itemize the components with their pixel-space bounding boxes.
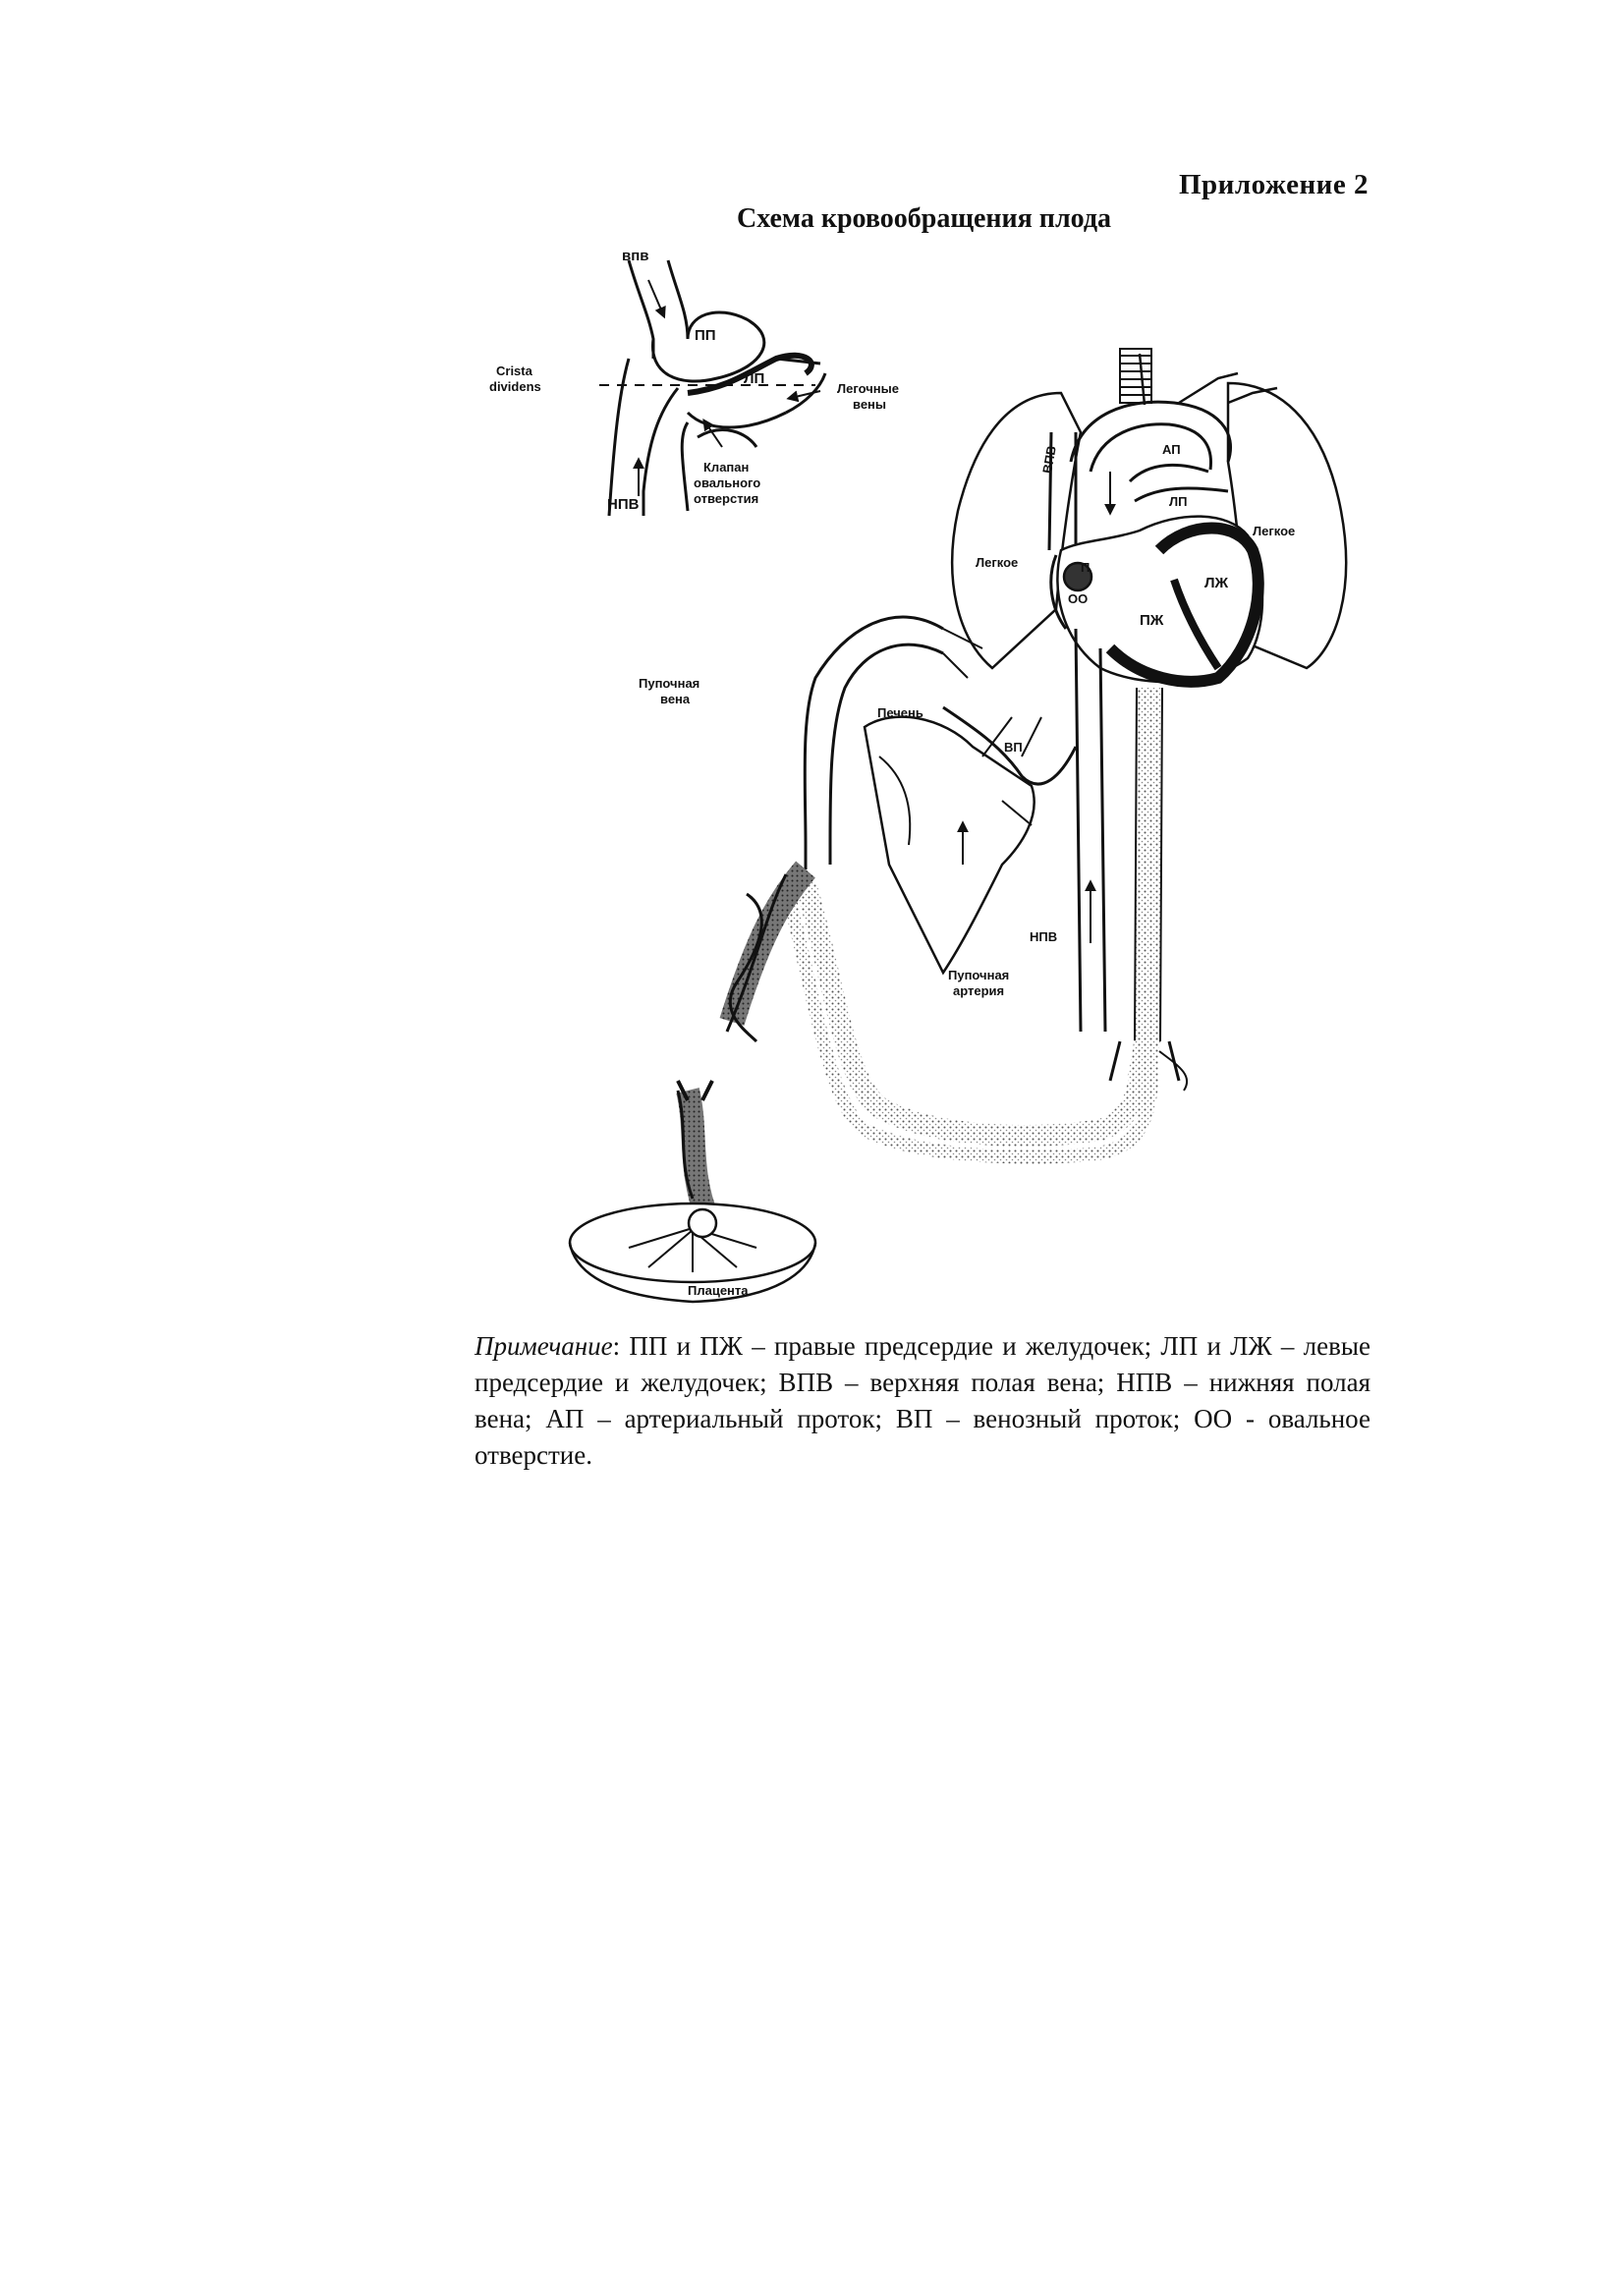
inset-label-valve-2: овального — [694, 476, 761, 490]
label-ap: АП — [1162, 442, 1181, 457]
label-umbilical-vein-1: Пупочная — [639, 676, 700, 691]
inset-label-vpv: впв — [622, 248, 649, 264]
label-pp: П — [1081, 560, 1091, 575]
label-vp: ВП — [1004, 740, 1023, 755]
label-placenta: Плацента — [688, 1283, 749, 1298]
liver — [865, 717, 1035, 973]
label-umbilical-artery-2: артерия — [953, 983, 1005, 998]
inset-label-lp: ЛП — [744, 370, 765, 387]
page-title: Схема кровообращения плода — [736, 203, 1112, 234]
inset-label-valve-1: Клапан — [703, 460, 750, 475]
trachea — [1120, 349, 1151, 403]
label-liver: Печень — [877, 705, 923, 720]
inset-label-crista-2: dividens — [489, 379, 541, 394]
footnote-head: Примечание — [475, 1331, 613, 1361]
lung-left-shape — [952, 393, 1081, 668]
inset-foramen-valve — [698, 430, 756, 447]
appendix-label: Приложение 2 — [1179, 169, 1369, 200]
label-umbilical-artery-1: Пупочная — [948, 968, 1010, 982]
umbilical-cord — [727, 869, 806, 1041]
inset-label-pp: ПП — [695, 327, 716, 344]
descending-aorta — [1140, 688, 1149, 1081]
inset-label-npv: НПВ — [607, 496, 640, 513]
inset-label-pulmonary-veins-2: вены — [853, 397, 887, 412]
label-pzh: ПЖ — [1140, 612, 1164, 629]
label-lung-left: Легкое — [976, 555, 1019, 570]
inset-label-crista-1: Crista — [496, 364, 532, 378]
label-lp: ЛП — [1169, 494, 1188, 509]
inferior-vena-cava — [1076, 629, 1105, 1032]
label-lung-right: Легкое — [1253, 524, 1296, 538]
label-npv: НПВ — [1030, 929, 1058, 944]
label-umbilical-vein-2: вена — [660, 692, 691, 706]
umbilical-artery-1 — [806, 884, 1145, 1136]
inset-crista-wall — [643, 388, 678, 516]
footnote — [475, 1328, 1370, 1474]
inset-svc-vessel — [629, 260, 653, 359]
inset-ivc — [682, 422, 688, 511]
label-oo: ОО — [1068, 591, 1089, 606]
inset-label-pulmonary-veins-1: Легочные — [837, 381, 899, 396]
placental-cord — [678, 1081, 712, 1218]
inset-label-valve-3: отверстия — [694, 491, 759, 506]
footnote-body: : ПП и ПЖ – правые предсердие и желудочек; ЛП и ЛЖ – левые предсердие и желудочек; ВПВ – верхняя полая вена; НПВ – нижняя полая вена; АП – артериальный проток; ВП – венозный проток; ОО - овальное отверстие. — [475, 1331, 1370, 1470]
aortic-arch — [1071, 402, 1231, 462]
label-lzh: ЛЖ — [1204, 575, 1229, 591]
label-vpv: ВПВ — [1039, 444, 1059, 475]
